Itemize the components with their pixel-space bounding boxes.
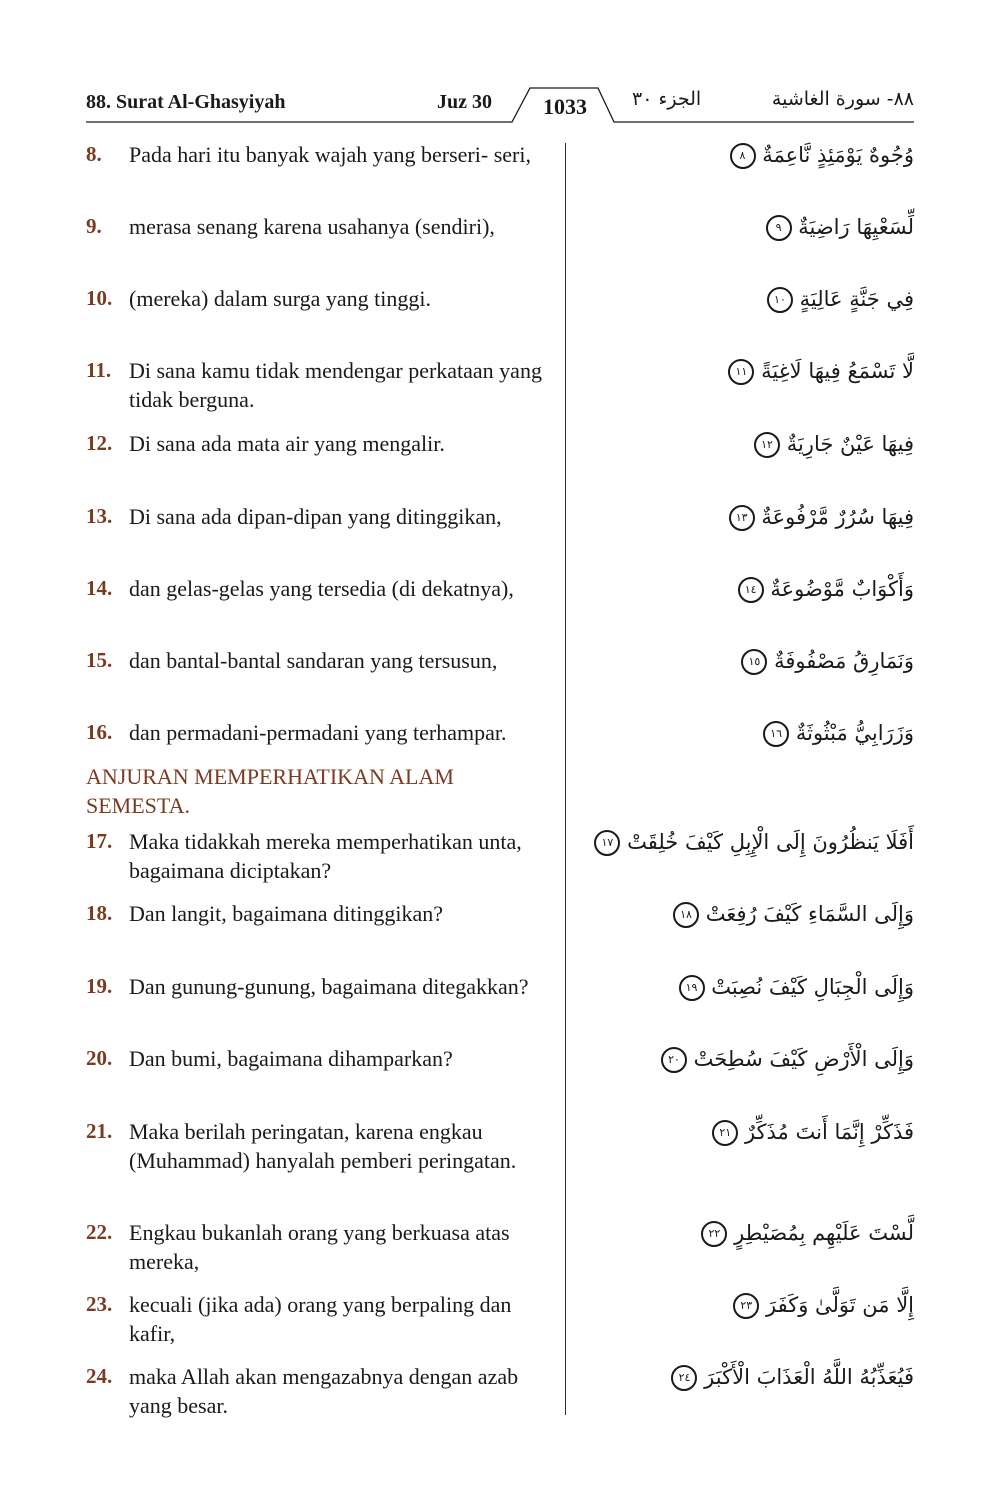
section-heading: ANJURAN MEMPERHATIKAN ALAM SEMESTA. <box>86 764 454 818</box>
verse-translation: Dan bumi, bagaimana dihamparkan? <box>129 1046 453 1071</box>
verse-arabic <box>763 210 914 244</box>
verse-translation: (mereka) dalam surga yang tinggi. <box>129 286 431 311</box>
ayah-end-mark: ١١ <box>728 359 754 385</box>
verse-translation: Di sana ada mata air yang mengalir. <box>129 431 445 456</box>
verse-arabic <box>668 1360 914 1394</box>
verse-arabic <box>735 572 914 606</box>
verse-translation: dan permadani-permadani yang terhampar. <box>129 720 507 745</box>
arabic-text: وُجُوهٌ يَوْمَئِذٍ نَّاعِمَةٌ <box>762 143 914 167</box>
verse-arabic <box>601 825 914 859</box>
verse-number: 11. <box>86 358 112 382</box>
verse-number: 19. <box>86 974 113 998</box>
verse-translation: Dan gunung-gunung, bagaimana ditegakkan? <box>129 974 529 999</box>
arabic-text: وَزَرَابِيُّ مَبْثُوثَةٌ <box>795 721 914 745</box>
verse-number: 10. <box>86 286 113 310</box>
ayah-end-mark: ١٧ <box>594 830 620 856</box>
verse-number: 24. <box>86 1364 113 1388</box>
verse-number: 21. <box>86 1119 113 1143</box>
ayah-end-mark: ١٤ <box>738 577 764 603</box>
verse-number: 13. <box>86 504 113 528</box>
verse-arabic <box>698 1216 914 1250</box>
arabic-text: وَإِلَى الْأَرْضِ كَيْفَ سُطِحَتْ <box>693 1047 914 1071</box>
page-number: 1033 <box>543 94 587 119</box>
verse-arabic <box>676 970 914 1004</box>
verse-translation: merasa senang karena usahanya (sendiri), <box>129 214 495 239</box>
verse-number: 15. <box>86 648 113 672</box>
ayah-end-mark: ١٩ <box>679 975 705 1001</box>
verse-translation: dan gelas-gelas yang tersedia (di dekatnya), <box>129 576 514 601</box>
verse-arabic <box>764 282 914 316</box>
verse-translation: Engkau bukanlah orang yang berkuasa atas mereka, <box>129 1220 510 1274</box>
arabic-text: وَإِلَى السَّمَاءِ كَيْفَ رُفِعَتْ <box>705 902 914 926</box>
verse-translation: Maka berilah peringatan, karena engkau (Muhammad) hanyalah pemberi peringatan. <box>129 1119 517 1173</box>
ayah-end-mark: ٢٣ <box>733 1293 759 1319</box>
verse-translation: Maka tidakkah mereka memperhatikan unta, bagaimana diciptakan? <box>129 829 522 883</box>
ayah-end-mark: ١٢ <box>754 432 780 458</box>
arabic-text: لَّسْتَ عَلَيْهِم بِمُصَيْطِرٍ <box>734 1221 914 1245</box>
ayah-end-mark: ١٦ <box>763 721 789 747</box>
arabic-text: لِّسَعْيِهَا رَاضِيَةٌ <box>798 215 914 239</box>
verse-arabic <box>730 1288 914 1322</box>
page-header <box>0 0 1000 130</box>
verse-translation: Di sana kamu tidak mendengar perkataan yang tidak berguna. <box>129 358 542 412</box>
ayah-end-mark: ٨ <box>730 143 756 169</box>
verse-translation: kecuali (jika ada) orang yang berpaling dan kafir, <box>129 1292 512 1346</box>
arabic-text: فِيهَا سُرُرٌ مَّرْفُوعَةٌ <box>761 505 914 529</box>
verse-translation: dan bantal-bantal sandaran yang tersusun, <box>129 648 498 673</box>
verse-arabic <box>760 716 914 750</box>
ayah-end-mark: ١٠ <box>767 287 793 313</box>
verse-number: 23. <box>86 1292 113 1316</box>
verse-arabic <box>725 354 914 388</box>
ayah-end-mark: ١٨ <box>673 902 699 928</box>
juz-label-arabic: الجزء ٣٠ <box>632 88 702 110</box>
verse-translation: Pada hari itu banyak wajah yang berseri- seri, <box>129 142 531 167</box>
verse-number: 9. <box>86 214 102 238</box>
arabic-text: فِي جَنَّةٍ عَالِيَةٍ <box>799 287 914 311</box>
arabic-text: لَّا تَسْمَعُ فِيهَا لَاغِيَةً <box>761 359 914 383</box>
ayah-end-mark: ١٣ <box>729 505 755 531</box>
arabic-text: إِلَّا مَن تَوَلَّىٰ وَكَفَرَ <box>765 1293 914 1317</box>
verse-number: 22. <box>86 1220 113 1244</box>
verse-arabic <box>709 1115 914 1149</box>
verse-number: 18. <box>86 901 113 925</box>
verse-translation: maka Allah akan mengazabnya dengan azab yang besar. <box>129 1364 519 1418</box>
verse-arabic <box>727 138 915 172</box>
verse-number: 8. <box>86 142 102 166</box>
verse-number: 17. <box>86 829 113 853</box>
ayah-end-mark: ٩ <box>766 215 792 241</box>
arabic-text: وَأَكْوَابٌ مَّوْضُوعَةٌ <box>770 577 914 601</box>
verse-arabic <box>670 897 914 931</box>
verse-number: 14. <box>86 576 113 600</box>
surah-title-arabic: ٨٨- سورة الغاشية <box>771 88 914 110</box>
arabic-text: فَذَكِّرْ إِنَّمَا أَنتَ مُذَكِّرٌ <box>744 1120 914 1144</box>
verse-number: 16. <box>86 720 113 744</box>
arabic-text: فَيُعَذِّبُهُ اللَّهُ الْعَذَابَ الْأَكْبَرَ <box>704 1365 914 1389</box>
arabic-text: وَنَمَارِقُ مَصْفُوفَةٌ <box>774 649 914 673</box>
ayah-end-mark: ٢٢ <box>701 1221 727 1247</box>
verse-translation: Dan langit, bagaimana ditinggikan? <box>129 901 444 926</box>
verse-arabic <box>658 1042 914 1076</box>
ayah-end-mark: ٢١ <box>712 1120 738 1146</box>
ayah-end-mark: ١٥ <box>741 649 767 675</box>
juz-label-latin: Juz 30 <box>437 91 492 113</box>
column-divider <box>565 143 566 1415</box>
ayah-end-mark: ٢٤ <box>671 1365 697 1391</box>
arabic-text: وَإِلَى الْجِبَالِ كَيْفَ نُصِبَتْ <box>711 975 914 999</box>
verse-arabic <box>738 644 914 678</box>
verse-arabic <box>726 500 914 534</box>
verse-number: 20. <box>86 1046 113 1070</box>
verse-arabic <box>751 427 914 461</box>
arabic-text: فِيهَا عَيْنٌ جَارِيَةٌ <box>786 432 914 456</box>
ayah-end-mark: ٢٠ <box>661 1047 687 1073</box>
verse-translation: Di sana ada dipan-dipan yang ditinggikan, <box>129 504 502 529</box>
verse-number: 12. <box>86 431 113 455</box>
arabic-text: أَفَلَا يَنظُرُونَ إِلَى الْإِبِلِ كَيْفَ خُلِقَتْ <box>627 830 914 854</box>
surah-title-latin: 88. Surat Al-Ghasyiyah <box>86 91 286 113</box>
